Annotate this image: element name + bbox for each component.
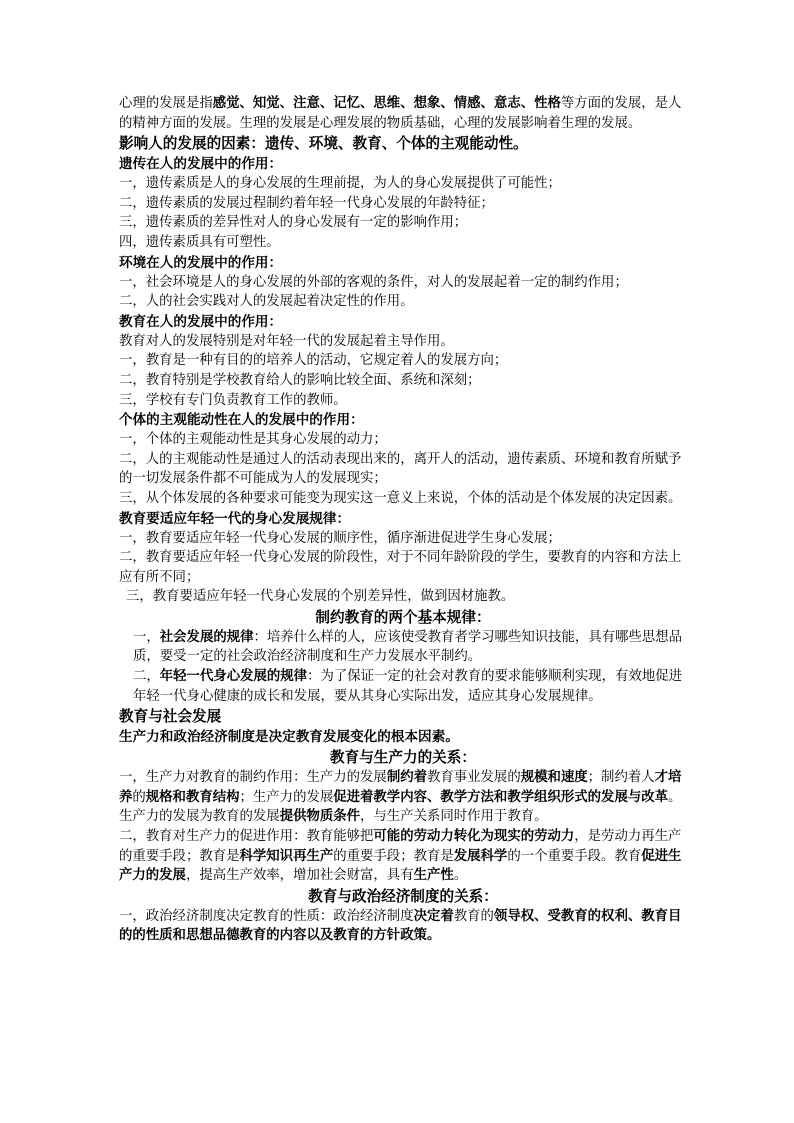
heredity-item: 一，遗传素质是人的身心发展的生理前提，为人的身心发展提供了可能性； [119,176,561,192]
heredity-item: 四，遗传素质具有可塑性。 [119,234,280,250]
politics-item: 一，政治经济制度决定教育的性质：政治经济制度决定着教育的领导权、受教育的权利、教育目的的性质和思想品德教育的内容以及教育的方针政策。 [119,907,682,944]
initiative-item: 三，从个体发展的各种要求可能变为现实这一意义上来说，个体的活动是个体发展的决定因素。 [119,490,682,506]
society-subheading: 生产力和政治经济制度是决定教育发展变化的根本因素。 [119,729,459,746]
environment-item: 二，人的社会实践对人的发展起着决定性的作用。 [119,294,414,310]
law-item: 二，年轻一代身心发展的规律：为了保证一定的社会对教育的要求能够顺利实现，有效地促进年轻一代身心健康的成长和发展，要从其身心实际出发，适应其身心发展规律。 [133,668,683,704]
heredity-item: 二，遗传素质的发展过程制约着年轻一代身心发展的年龄特征； [119,195,494,211]
education-item: 一，教育是一种有目的的培养人的活动，它规定着人的发展方向； [119,353,508,369]
emphasis-text: 决定着 [413,907,454,924]
emphasis-text: 制约着 [386,769,427,786]
productivity-item: 一，生产力对教育的制约作用：生产力的发展制约着教育事业发展的规模和速度；制约着人才培养的规格和教育结构；生产力的发展促进着教学内容、教学方法和教学组织形式的发展与改革。生产力的发展为教育的发展提供物质条件，与生产关系同时作用于教育。 [119,769,682,825]
adapt-item: 二，教育要适应年轻一代身心发展的阶段性，对于不同年龄阶段的学生，要教育的内容和方法上应有所不同； [119,550,682,585]
emphasis-text: 提供物质条件 [279,808,361,825]
initiative-item: 一，个体的主观能动性是其身心发展的动力； [119,432,387,448]
emphasis-text: 感觉、知觉、注意、记忆、思维、想象、情感、意志、性格 [212,95,561,111]
laws-heading: 制约教育的两个基本规律： [315,608,491,626]
law-item: 一，社会发展的规律：培养什么样的人，应该使受教育者学习哪些知识技能，具有哪些思想品质，要受一定的社会政治经济制度和生产力发展水平制约。 [133,628,683,665]
heredity-item: 三，遗传素质的差异性对人的身心发展有一定的影响作用； [119,215,468,231]
initiative-item: 二，人的主观能动性是通过人的活动表现出来的，离开人的活动，遗传素质、环境和教育所赋予的一切发展条件都不可能成为人的发展现实； [119,451,682,487]
productivity-item: 二，教育对生产力的促进作用：教育能够把可能的劳动力转化为现实的劳动力，是劳动力再生产的重要手段；教育是科学知识再生产的重要手段；教育是发展科学的一个重要手段。教育促进生产力的发展，提高生产效率，增加社会财富，具有生产性。 [119,828,682,884]
environment-heading: 环境在人的发展中的作用： [119,254,283,271]
heredity-heading: 遗传在人的发展中的作用： [119,156,283,173]
emphasis-text: 发展科学 [453,847,508,864]
document-page [119,94,687,946]
initiative-heading: 个体的主观能动性在人的发展中的作用： [119,412,364,429]
education-item: 教育对人的发展特别是对年轻一代的发展起着主导作用。 [119,333,454,349]
intro-paragraph: 心理的发展是指感觉、知觉、注意、记忆、思维、想象、情感、意志、性格等方面的发展，是人的精神方面的发展。生理的发展是心理发展的物质基础，心理的发展影响着生理的发展。 [119,95,682,131]
emphasis-text: 年轻一代身心发展的规律 [159,668,308,685]
emphasis-text: 促进着教学内容、教学方法和教学组织形式的发展与改革 [333,788,669,805]
emphasis-text: 生产性 [413,867,454,884]
education-heading: 教育在人的发展中的作用： [119,313,283,330]
productivity-heading: 教育与生产力的关系： [330,749,476,767]
emphasis-text: 科学知识再生产 [239,847,334,864]
emphasis-text: 规模和速度 [520,769,588,786]
politics-heading: 教育与政治经济制度的关系： [308,887,498,905]
adapt-item: 三，教育要适应年轻一代身心发展的个别差异性，做到因材施教。 [126,589,515,605]
emphasis-text: 才培养 [119,769,682,805]
emphasis-text: 促进生产力的发展 [119,847,682,884]
education-item: 三，学校有专门负责教育工作的教师。 [119,392,347,408]
adapt-item: 一，教育要适应年轻一代身心发展的顺序性，循序渐进促进学生身心发展； [119,530,561,546]
environment-item: 一，社会环境是人的身心发展的外部的客观的条件，对人的发展起着一定的制约作用； [119,274,628,290]
education-item: 二，教育特别是学校教育给人的影响比较全面、系统和深刻； [119,372,481,388]
emphasis-text: 社会发展的规律 [159,628,254,645]
emphasis-text: 规格和教育结构 [145,788,240,805]
society-heading: 教育与社会发展 [119,708,222,726]
emphasis-text: 可能的劳动力转化为现实的劳动力 [373,828,575,845]
factors-heading: 影响人的发展的因素：遗传、环境、教育、个体的主观能动性。 [119,135,528,153]
adapt-heading: 教育要适应年轻一代的身心发展规律： [119,510,351,527]
emphasis-text: 领导权、受教育的权利、教育目的的性质和思想品德教育的内容以及教育的方针政策。 [119,907,682,944]
